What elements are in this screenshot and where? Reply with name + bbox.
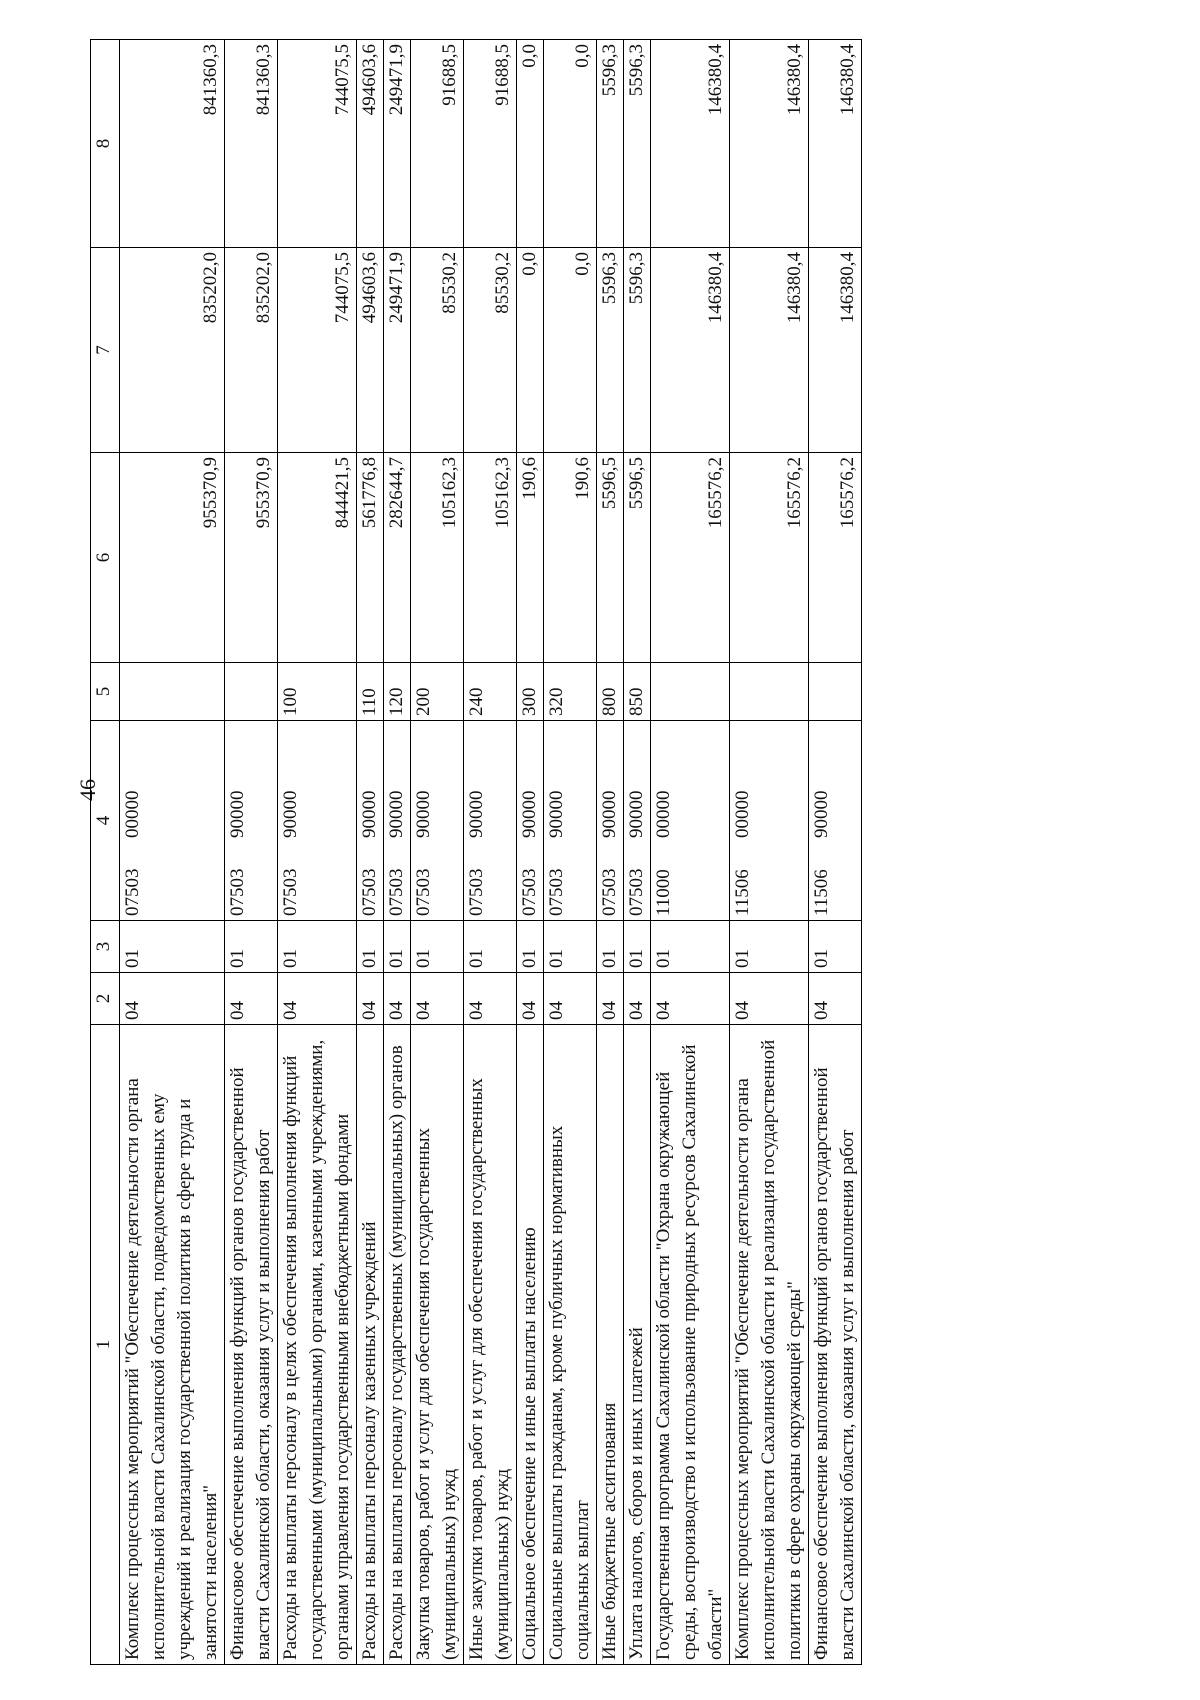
col-3-code: 01: [357, 921, 384, 973]
row-name: Социальное обеспечение и иные выплаты населению: [517, 1025, 544, 1665]
col-4-code: [120, 721, 225, 921]
col-4-code: [544, 721, 597, 921]
table-row: [624, 40, 651, 1665]
col-5-expense-type: 200: [411, 663, 464, 721]
table-row: [544, 40, 597, 1665]
col-5-expense-type: [809, 663, 862, 721]
col-3-code: 01: [120, 921, 225, 973]
col-7-amount: 0,0: [517, 248, 544, 453]
col-5-expense-type: [225, 663, 278, 721]
col-3-code: 01: [384, 921, 411, 973]
col-4-code: [597, 721, 624, 921]
col-4-code: [464, 721, 517, 921]
target-article-code: 07503: [280, 868, 301, 916]
col-5-expense-type: 120: [384, 663, 411, 721]
target-article-code: 07503: [359, 868, 380, 916]
col-4-code: [411, 721, 464, 921]
target-article-subcode: 90000: [386, 790, 407, 838]
table-row: [384, 40, 411, 1665]
col-3-code: 01: [624, 921, 651, 973]
target-article-code: 07503: [546, 868, 567, 916]
table-row: [651, 40, 730, 1665]
col-8-amount: 841360,3: [120, 40, 225, 248]
col-6-amount: 5596,5: [624, 453, 651, 663]
col-7-amount: 85530,2: [464, 248, 517, 453]
col-6-amount: 844421,5: [278, 453, 357, 663]
col-3-code: 01: [544, 921, 597, 973]
table-row: [517, 40, 544, 1665]
col-8-amount: 146380,4: [809, 40, 862, 248]
col-3-code: 01: [517, 921, 544, 973]
header-row: [91, 40, 120, 1665]
row-name: Комплекс процессных мероприятий "Обеспечение деятельности органа исполнительной власти Сахалинской области и реализация государственной политики в сфере охраны окружающей среды": [730, 1025, 809, 1665]
row-name: Государственная программа Сахалинской области "Охрана окружающей среды, воспроизводство и использование природных ресурсов Сахалинской области": [651, 1025, 730, 1665]
col-8-amount: 249471,9: [384, 40, 411, 248]
target-article-subcode: 00000: [653, 790, 674, 838]
col-2-code: 04: [357, 973, 384, 1025]
row-name: Иные закупки товаров, работ и услуг для обеспечения государственных (муниципальных) нужд: [464, 1025, 517, 1665]
col-7-amount: 5596,3: [624, 248, 651, 453]
col-6-amount: 282644,7: [384, 453, 411, 663]
col-6-amount: 105162,3: [411, 453, 464, 663]
row-name: Закупка товаров, работ и услуг для обеспечения государственных (муниципальных) нужд: [411, 1025, 464, 1665]
col-7-amount: 5596,3: [597, 248, 624, 453]
col-4-code: [517, 721, 544, 921]
col-8-amount: 5596,3: [597, 40, 624, 248]
col-2-code: 04: [730, 973, 809, 1025]
col-4-code: [357, 721, 384, 921]
col-3-code: 01: [809, 921, 862, 973]
col-4-code: [384, 721, 411, 921]
col-8-amount: 744075,5: [278, 40, 357, 248]
col-3-code: 01: [225, 921, 278, 973]
target-article-subcode: 90000: [519, 790, 540, 838]
col-6-amount: 190,6: [544, 453, 597, 663]
row-name: Расходы на выплаты персоналу казенных учреждений: [357, 1025, 384, 1665]
target-article-code: 11000: [653, 869, 674, 916]
target-article-code: 11506: [732, 869, 753, 916]
col-6-amount: 165576,2: [730, 453, 809, 663]
target-article-subcode: 00000: [122, 790, 143, 838]
target-article-subcode: 90000: [280, 790, 301, 838]
header-col-4: 4: [91, 721, 120, 921]
target-article-subcode: 90000: [466, 790, 487, 838]
row-name: Расходы на выплаты персоналу государственных (муниципальных) органов: [384, 1025, 411, 1665]
col-2-code: 04: [278, 973, 357, 1025]
col-5-expense-type: 100: [278, 663, 357, 721]
col-7-amount: 494603,6: [357, 248, 384, 453]
col-2-code: 04: [384, 973, 411, 1025]
col-3-code: 01: [730, 921, 809, 973]
target-article-code: 07503: [519, 868, 540, 916]
header-col-3: 3: [91, 921, 120, 973]
header-col-5: 5: [91, 663, 120, 721]
col-7-amount: 146380,4: [651, 248, 730, 453]
col-6-amount: 955370,9: [120, 453, 225, 663]
col-5-expense-type: 800: [597, 663, 624, 721]
col-2-code: 04: [651, 973, 730, 1025]
col-8-amount: 91688,5: [464, 40, 517, 248]
col-4-code: [651, 721, 730, 921]
col-5-expense-type: [120, 663, 225, 721]
col-6-amount: 165576,2: [651, 453, 730, 663]
col-4-code: [624, 721, 651, 921]
col-2-code: 04: [225, 973, 278, 1025]
col-2-code: 04: [624, 973, 651, 1025]
target-article-code: 07503: [122, 868, 143, 916]
target-article-subcode: 90000: [359, 790, 380, 838]
col-2-code: 04: [597, 973, 624, 1025]
col-7-amount: 146380,4: [809, 248, 862, 453]
col-8-amount: 146380,4: [730, 40, 809, 248]
table-row: [225, 40, 278, 1665]
col-5-expense-type: 850: [624, 663, 651, 721]
table-row: [411, 40, 464, 1665]
row-name: Финансовое обеспечение выполнения функций органов государственной власти Сахалинской области, оказания услуг и выполнения работ: [225, 1025, 278, 1665]
col-7-amount: 835202,0: [225, 248, 278, 453]
row-name: Расходы на выплаты персоналу в целях обеспечения выполнения функций государственными (муниципальными) органами, казенными учреждениями, органами управления государственными внебюджетными фондами: [278, 1025, 357, 1665]
header-col-1: 1: [91, 1025, 120, 1665]
col-7-amount: 835202,0: [120, 248, 225, 453]
col-3-code: 01: [464, 921, 517, 973]
col-3-code: 01: [278, 921, 357, 973]
col-8-amount: 0,0: [517, 40, 544, 248]
col-5-expense-type: 240: [464, 663, 517, 721]
col-5-expense-type: 320: [544, 663, 597, 721]
table-row: [809, 40, 862, 1665]
target-article-subcode: 90000: [227, 790, 248, 838]
col-4-code: [278, 721, 357, 921]
col-3-code: 01: [651, 921, 730, 973]
header-col-2: 2: [91, 973, 120, 1025]
col-8-amount: 841360,3: [225, 40, 278, 248]
target-article-subcode: 90000: [599, 790, 620, 838]
col-2-code: 04: [464, 973, 517, 1025]
col-6-amount: 105162,3: [464, 453, 517, 663]
col-7-amount: 744075,5: [278, 248, 357, 453]
col-5-expense-type: [651, 663, 730, 721]
col-8-amount: 146380,4: [651, 40, 730, 248]
col-7-amount: 0,0: [544, 248, 597, 453]
header-col-7: 7: [91, 248, 120, 453]
col-5-expense-type: 110: [357, 663, 384, 721]
col-2-code: 04: [517, 973, 544, 1025]
target-article-code: 07503: [386, 868, 407, 916]
target-article-code: 11506: [811, 869, 832, 916]
col-8-amount: 494603,6: [357, 40, 384, 248]
col-4-code: [730, 721, 809, 921]
table-row: [730, 40, 809, 1665]
target-article-code: 07503: [413, 868, 434, 916]
table-row: [464, 40, 517, 1665]
target-article-subcode: 90000: [811, 790, 832, 838]
col-5-expense-type: 300: [517, 663, 544, 721]
col-6-amount: 165576,2: [809, 453, 862, 663]
col-3-code: 01: [597, 921, 624, 973]
col-4-code: [225, 721, 278, 921]
col-2-code: 04: [809, 973, 862, 1025]
budget-table-rotated: [90, 40, 1100, 1665]
header-col-6: 6: [91, 453, 120, 663]
col-3-code: 01: [411, 921, 464, 973]
col-5-expense-type: [730, 663, 809, 721]
col-6-amount: 955370,9: [225, 453, 278, 663]
table-row: [278, 40, 357, 1665]
col-4-code: [809, 721, 862, 921]
col-2-code: 04: [411, 973, 464, 1025]
table-row: [120, 40, 225, 1665]
target-article-subcode: 90000: [413, 790, 434, 838]
col-8-amount: 0,0: [544, 40, 597, 248]
target-article-code: 07503: [466, 868, 487, 916]
row-name: Комплекс процессных мероприятий "Обеспечение деятельности органа исполнительной власти Сахалинской области, подведомственных ему учреждений и реализация государственной политики в сфере труда и занятости населения": [120, 1025, 225, 1665]
target-article-code: 07503: [626, 868, 647, 916]
target-article-code: 07503: [227, 868, 248, 916]
table-row: [357, 40, 384, 1665]
col-7-amount: 85530,2: [411, 248, 464, 453]
col-2-code: 04: [120, 973, 225, 1025]
row-name: Уплата налогов, сборов и иных платежей: [624, 1025, 651, 1665]
header-col-8: 8: [91, 40, 120, 248]
row-name: Социальные выплаты гражданам, кроме публичных нормативных социальных выплат: [544, 1025, 597, 1665]
col-6-amount: 561776,8: [357, 453, 384, 663]
page-number: 46: [75, 779, 100, 801]
target-article-subcode: 90000: [546, 790, 567, 838]
col-2-code: 04: [544, 973, 597, 1025]
row-name: Иные бюджетные ассигнования: [597, 1025, 624, 1665]
col-8-amount: 5596,3: [624, 40, 651, 248]
col-7-amount: 249471,9: [384, 248, 411, 453]
target-article-subcode: 00000: [732, 790, 753, 838]
col-6-amount: 5596,5: [597, 453, 624, 663]
target-article-subcode: 90000: [626, 790, 647, 838]
target-article-code: 07503: [599, 868, 620, 916]
col-8-amount: 91688,5: [411, 40, 464, 248]
row-name: Финансовое обеспечение выполнения функций органов государственной власти Сахалинской области, оказания услуг и выполнения работ: [809, 1025, 862, 1665]
table-row: [597, 40, 624, 1665]
col-6-amount: 190,6: [517, 453, 544, 663]
budget-table: [90, 39, 862, 1665]
col-7-amount: 146380,4: [730, 248, 809, 453]
